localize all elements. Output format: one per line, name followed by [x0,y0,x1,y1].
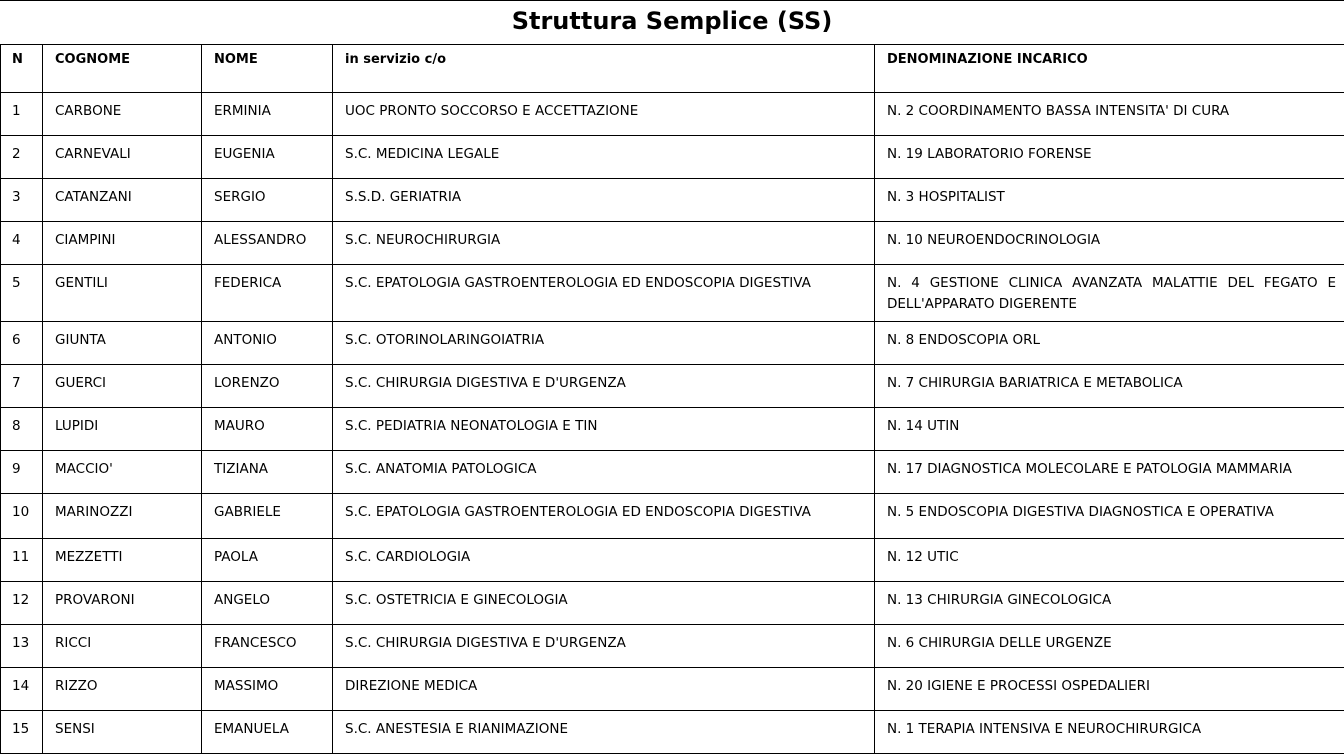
cell-servizio: S.C. OTORINOLARINGOIATRIA [333,322,875,365]
cell-incarico: N. 12 UTIC [875,539,1344,582]
table-row [1,408,1344,451]
cell-servizio: DIREZIONE MEDICA [333,668,875,711]
cell-servizio: S.C. NEUROCHIRURGIA [333,222,875,265]
cell-nome: ANGELO [202,582,333,625]
cell-cognome: GIUNTA [43,322,202,365]
table-row [1,582,1344,625]
cell-cognome: SENSI [43,711,202,754]
cell-servizio: S.S.D. GERIATRIA [333,179,875,222]
cell-n: 6 [1,322,43,365]
cell-nome: EMANUELA [202,711,333,754]
cell-incarico: N. 8 ENDOSCOPIA ORL [875,322,1344,365]
table-body [1,93,1344,754]
cell-n: 5 [1,265,43,322]
cell-incarico: N. 17 DIAGNOSTICA MOLECOLARE E PATOLOGIA MAMMARIA [875,451,1344,494]
cell-servizio: S.C. ANATOMIA PATOLOGICA [333,451,875,494]
cell-nome: ANTONIO [202,322,333,365]
cell-cognome: RICCI [43,625,202,668]
cell-cognome: CIAMPINI [43,222,202,265]
incarichi-table [0,44,1344,754]
cell-servizio: S.C. MEDICINA LEGALE [333,136,875,179]
cell-cognome: GUERCI [43,365,202,408]
table-row [1,625,1344,668]
page-title: Struttura Semplice (SS) [0,0,1344,44]
cell-nome: ALESSANDRO [202,222,333,265]
cell-nome: FRANCESCO [202,625,333,668]
cell-n: 12 [1,582,43,625]
table-row [1,265,1344,322]
cell-n: 7 [1,365,43,408]
table-row [1,322,1344,365]
cell-servizio: UOC PRONTO SOCCORSO E ACCETTAZIONE [333,93,875,136]
table-row [1,365,1344,408]
cell-cognome: MARINOZZI [43,494,202,539]
cell-servizio: S.C. CHIRURGIA DIGESTIVA E D'URGENZA [333,625,875,668]
table-row [1,222,1344,265]
cell-servizio: S.C. EPATOLOGIA GASTROENTEROLOGIA ED ENDOSCOPIA DIGESTIVA [333,265,875,322]
cell-incarico: N. 13 CHIRURGIA GINECOLOGICA [875,582,1344,625]
table-row [1,93,1344,136]
cell-servizio: S.C. EPATOLOGIA GASTROENTEROLOGIA ED ENDOSCOPIA DIGESTIVA [333,494,875,539]
cell-incarico: N. 6 CHIRURGIA DELLE URGENZE [875,625,1344,668]
table-row [1,451,1344,494]
cell-incarico: N. 4 GESTIONE CLINICA AVANZATA MALATTIE DEL FEGATO E DELL'APPARATO DIGERENTE [875,265,1344,322]
cell-cognome: MEZZETTI [43,539,202,582]
cell-n: 13 [1,625,43,668]
cell-nome: FEDERICA [202,265,333,322]
cell-nome: ERMINIA [202,93,333,136]
cell-incarico: N. 1 TERAPIA INTENSIVA E NEUROCHIRURGICA [875,711,1344,754]
cell-incarico: N. 5 ENDOSCOPIA DIGESTIVA DIAGNOSTICA E OPERATIVA [875,494,1344,539]
cell-nome: PAOLA [202,539,333,582]
cell-nome: MAURO [202,408,333,451]
cell-cognome: PROVARONI [43,582,202,625]
cell-servizio: S.C. CHIRURGIA DIGESTIVA E D'URGENZA [333,365,875,408]
cell-servizio: S.C. PEDIATRIA NEONATOLOGIA E TIN [333,408,875,451]
cell-n: 11 [1,539,43,582]
cell-nome: SERGIO [202,179,333,222]
cell-incarico: N. 7 CHIRURGIA BARIATRICA E METABOLICA [875,365,1344,408]
header-cognome: COGNOME [43,45,202,93]
cell-cognome: CATANZANI [43,179,202,222]
table-row [1,136,1344,179]
cell-nome: EUGENIA [202,136,333,179]
cell-cognome: CARBONE [43,93,202,136]
cell-nome: TIZIANA [202,451,333,494]
cell-n: 14 [1,668,43,711]
cell-n: 10 [1,494,43,539]
cell-cognome: RIZZO [43,668,202,711]
cell-n: 8 [1,408,43,451]
cell-incarico: N. 2 COORDINAMENTO BASSA INTENSITA' DI CURA [875,93,1344,136]
header-nome: NOME [202,45,333,93]
cell-n: 3 [1,179,43,222]
table-row [1,668,1344,711]
table-header-row [1,45,1344,93]
cell-incarico: N. 19 LABORATORIO FORENSE [875,136,1344,179]
header-incarico: DENOMINAZIONE INCARICO [875,45,1344,93]
cell-cognome: CARNEVALI [43,136,202,179]
cell-cognome: LUPIDI [43,408,202,451]
table-row [1,494,1344,539]
cell-servizio: S.C. OSTETRICIA E GINECOLOGIA [333,582,875,625]
cell-n: 2 [1,136,43,179]
cell-n: 4 [1,222,43,265]
cell-cognome: GENTILI [43,265,202,322]
cell-n: 1 [1,93,43,136]
cell-nome: GABRIELE [202,494,333,539]
header-servizio: in servizio c/o [333,45,875,93]
cell-incarico: N. 3 HOSPITALIST [875,179,1344,222]
table-row [1,539,1344,582]
cell-nome: MASSIMO [202,668,333,711]
cell-cognome: MACCIO' [43,451,202,494]
cell-servizio: S.C. ANESTESIA E RIANIMAZIONE [333,711,875,754]
table-row [1,711,1344,754]
cell-nome: LORENZO [202,365,333,408]
cell-servizio: S.C. CARDIOLOGIA [333,539,875,582]
header-n: N [1,45,43,93]
cell-n: 9 [1,451,43,494]
cell-incarico: N. 10 NEUROENDOCRINOLOGIA [875,222,1344,265]
cell-incarico: N. 20 IGIENE E PROCESSI OSPEDALIERI [875,668,1344,711]
cell-n: 15 [1,711,43,754]
cell-incarico: N. 14 UTIN [875,408,1344,451]
table-row [1,179,1344,222]
